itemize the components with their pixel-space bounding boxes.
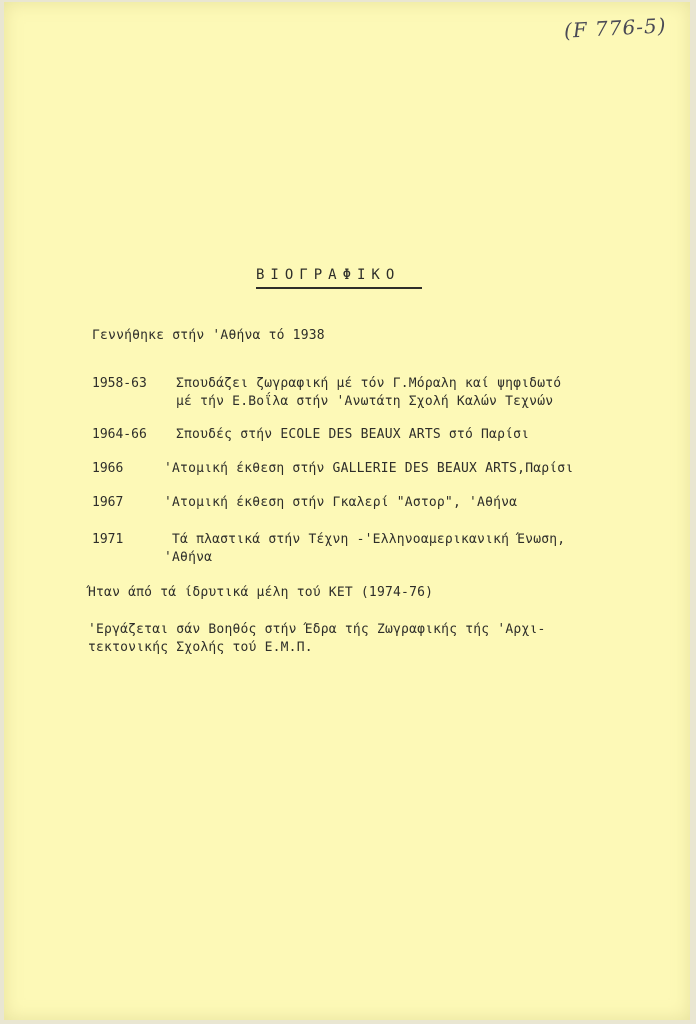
- entry-year: 1971: [92, 532, 124, 547]
- entry-text-line: Σπουδές στήν ECOLE DES BEAUX ARTS στό Παρίσι: [176, 427, 530, 442]
- title-underline: [256, 287, 422, 289]
- entry-text-line: Σπουδάζει ζωγραφική μέ τόν Γ.Μόραλη καί ψηφιδωτό: [176, 376, 562, 391]
- paragraph-line: Ήταν άπό τά ίδρυτικά μέλη τού ΚΕΤ (1974-76): [88, 585, 434, 600]
- entry-text-line: 'Αθήνα: [164, 550, 213, 565]
- entry-text-line: Τά πλαστικά στήν Τέχνη -'Ελληνοαμερικανική Ένωση,: [172, 532, 566, 547]
- entry-text-line: μέ τήν Ε.Βοΐλα στήν 'Ανωτάτη Σχολή Καλών Τεχνών: [176, 394, 554, 409]
- intro-line: Γεννήθηκε στήν 'Αθήνα τό 1938: [92, 328, 325, 343]
- document-page: [4, 2, 690, 1020]
- entry-year: 1967: [92, 495, 124, 510]
- entry-year: 1966: [92, 461, 124, 476]
- archive-reference-note: (F 776-5): [563, 13, 668, 43]
- entry-year: 1958-63: [92, 376, 147, 391]
- entry-text-line: 'Ατομική έκθεση στήν GALLERIE DES BEAUX ARTS,Παρίσι: [164, 461, 574, 476]
- paragraph-line: 'Εργάζεται σάν Βοηθός στήν Έδρα τής Ζωγραφικής τής 'Αρχι-: [88, 622, 546, 637]
- paragraph-line: τεκτονικής Σχολής τού Ε.Μ.Π.: [88, 640, 313, 655]
- document-title: ΒΙΟΓΡΑΦΙΚΟ: [256, 267, 401, 283]
- entry-text-line: 'Ατομική έκθεση στήν Γκαλερί "Αστορ", 'Αθήνα: [164, 495, 518, 510]
- entry-year: 1964-66: [92, 427, 147, 442]
